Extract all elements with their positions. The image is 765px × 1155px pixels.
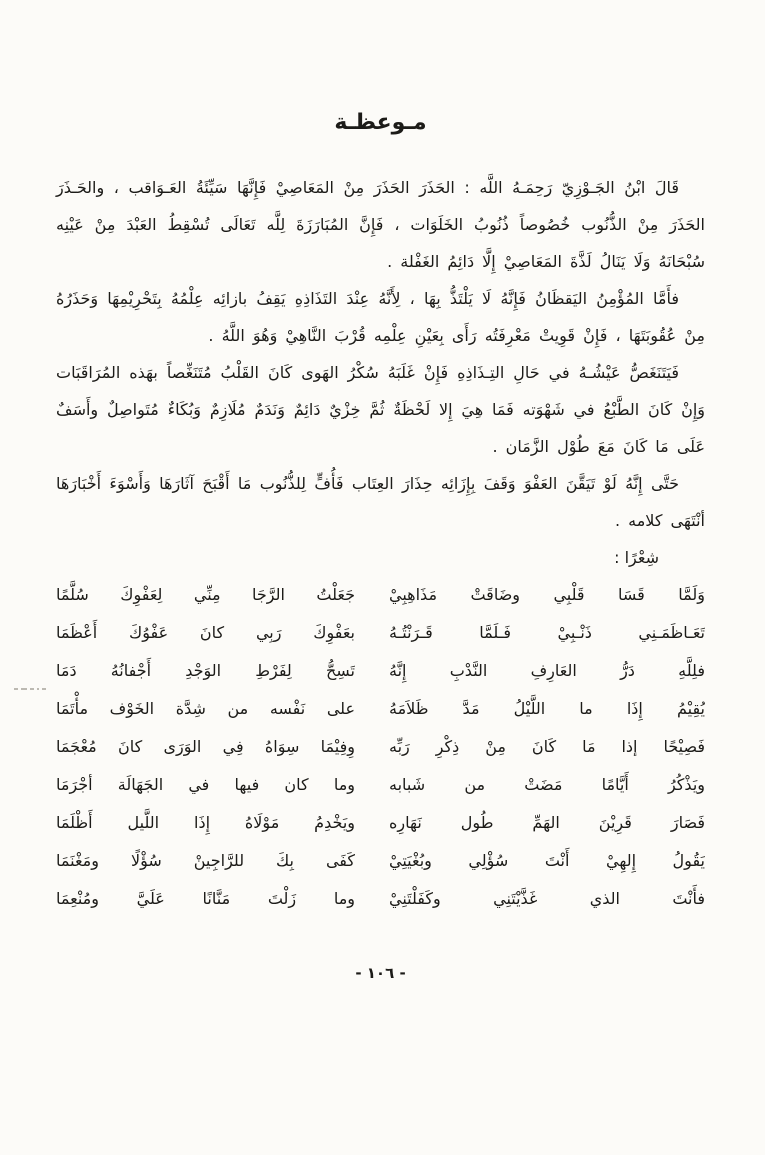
hemistich-right: تَعَـاظَمَـنِي ذَنْـبِيْ فَـلَمَّا قَـرَنْتُـهُ <box>389 623 705 642</box>
hemistich-left: كَفَى بِكَ للرَّاجِينْ سُؤْلًا ومَغْنَمَا <box>56 851 355 870</box>
paragraph-3: فَيَتَنَغَصُّ عَيْشُـهُ في حَالِ التِـذَاذِهِ فَإِنْ غَلَبَهُ سُكْرُ الهَوى كَانَ القَلْبُ مُتَنَغِّصاً بهَذه المُرَاقَبَات وَإِنْ كَانَ الطَّبْعُ في شَهْوَته فَمَا هِيَ إِلا لَحْظَةٌ ثُمَّ خِزْيٌ دَائِمٌ وَنَدَمٌ مُلَازِمٌ وَبُكَاءٌ مُتَواصِلٌ وأَسَفٌ عَلَى مَا كَانَ مَعَ طُوْل الزَّمَان . <box>56 363 705 456</box>
hemistich-left: وما زَلْتَ مَنَّانًا عَلَيَّ ومُنْعِمَا <box>56 889 355 908</box>
hemistich-left: جَعَلْتُ الرَّجَا مِنِّي لِعَفْوِكَ سُلَّمًا <box>56 585 355 604</box>
poem-verse <box>56 652 705 690</box>
poem-verse <box>56 690 705 728</box>
hemistich-right: فأَنْتَ الذي غَذَّيْتَنِي وكَفَلْتَنِيْ <box>389 889 705 908</box>
hemistich-left: ويَخْدِمُ مَوْلَاهُ إِذَا اللَّيل أَظْلَمَا <box>56 813 355 832</box>
hemistich-left: وِفِيْمَا سِوَاهُ فِي الوَرَى كانَ مُعْجَمَا <box>56 737 355 756</box>
hemistich-left: على نَفْسه من شِدَّة الخَوْف مأْتَمَا <box>56 699 355 718</box>
poem-verse <box>56 842 705 880</box>
paragraph-2: فأَمَّا المُؤْمِنُ اليَقظَانُ فَإِنَّهُ لَا يَلْتَذُّ بِهَا ، لِأَنَّهُ عِنْدَ التَذَاذِهِ يَقِفُ بازائِه عِلْمُهُ بِتَحْرِيْمِهَا وَحَذَرُهُ مِنْ عُقُوبَتَهَا ، فَإِنْ قَوِيتْ مَعْرِفَتُه رَأَى بِعَيْنِ عِلْمِه قُرْبَ النَّاهِيْ وَهُوَ اللَّهُ . <box>56 289 705 345</box>
paragraph-4: حَتَّى إِنَّهُ لَوْ تَيَقَّنَ العَفْوَ وَقَفَ بِإِزَائِه حِذَارَ العِتَاب فَأُفٍّ لِلذُّنُوب مَا أَقْبَحَ آثَارَهَا وَأَسْوَءَ أَخْبَارَهَا أنْتَهَى كلامه . <box>56 474 705 530</box>
hemistich-left: تَسِحُّ لِفَرْطِ الوَجْدِ أَجْفانُهُ دَمَا <box>56 661 355 680</box>
poem-verse <box>56 728 705 766</box>
hemistich-left: وما كان فيها في الجَهَالَة أجْرَمَا <box>56 775 355 794</box>
hemistich-right: فلِلَّهِ دَرُّ العَارِفِ النَّدْبِ إِنَّهُ <box>389 661 705 680</box>
hemistich-right: يُقِيْمُ إِذَا ما اللَّيْلُ مَدَّ ظَلاَمَهُ <box>389 699 705 718</box>
scan-artifact <box>14 688 46 690</box>
hemistich-right: يَقُولُ إِلهِيْ أَنْتَ سُؤْلِي وبُغْيَتِيْ <box>389 851 705 870</box>
poem-verse <box>56 614 705 652</box>
poem-verse <box>56 576 705 614</box>
paragraph-1: قَالَ ابْنُ الجَـوْزِيّ رَحِمَـهُ اللَّه : الحَذَرَ الحَذَرَ مِنْ المَعَاصِيْ فَإِنَّهَا سَيِّئَةُ العَـوَاقب ، والحَـذَرَ الحَذَرَ مِنْ الذُّنُوب خُصُوصاً ذُنُوبُ الخَلَوَات ، فَإِنَّ المُبَارَزَةَ لِلَّه تَعَالَى تُسْقِطُ العَبْدَ مِنْ عَيْنِه سُبْحَانَهُ وَلَا يَنَالُ لَذَّةَ المَعَاصِيْ إِلَّا دَائِمُ الغَفْلة . <box>56 178 705 271</box>
hemistich-right: فَصَارَ قَرِيْنَ الهَمِّ طُول نَهَارِه <box>389 813 705 832</box>
page-title: مـوعظـة <box>334 110 427 135</box>
poem-verse <box>56 804 705 842</box>
poem-verse <box>56 766 705 804</box>
hemistich-left: بعَفْوِكَ رَبِي كانَ عَفْوُكَ أَعْظَمَا <box>56 623 355 642</box>
poem-verse <box>56 880 705 918</box>
hemistich-right: ويَذْكُرُ أَيَّامًا مَضَتْ من شَبابه <box>389 775 705 794</box>
poem-section <box>56 576 705 918</box>
hemistich-right: فَصِيْحًا إذا مَا كَانَ مِنْ ذِكْرِ رَبِّه <box>389 737 705 756</box>
poem-label: شِعْرًا : <box>614 548 659 567</box>
page-number: - ١٠٦ - <box>355 964 406 982</box>
hemistich-right: وَلَمَّا قَسَا قَلْبِي وضَاقَتْ مَذَاهِبِيْ <box>389 585 705 604</box>
